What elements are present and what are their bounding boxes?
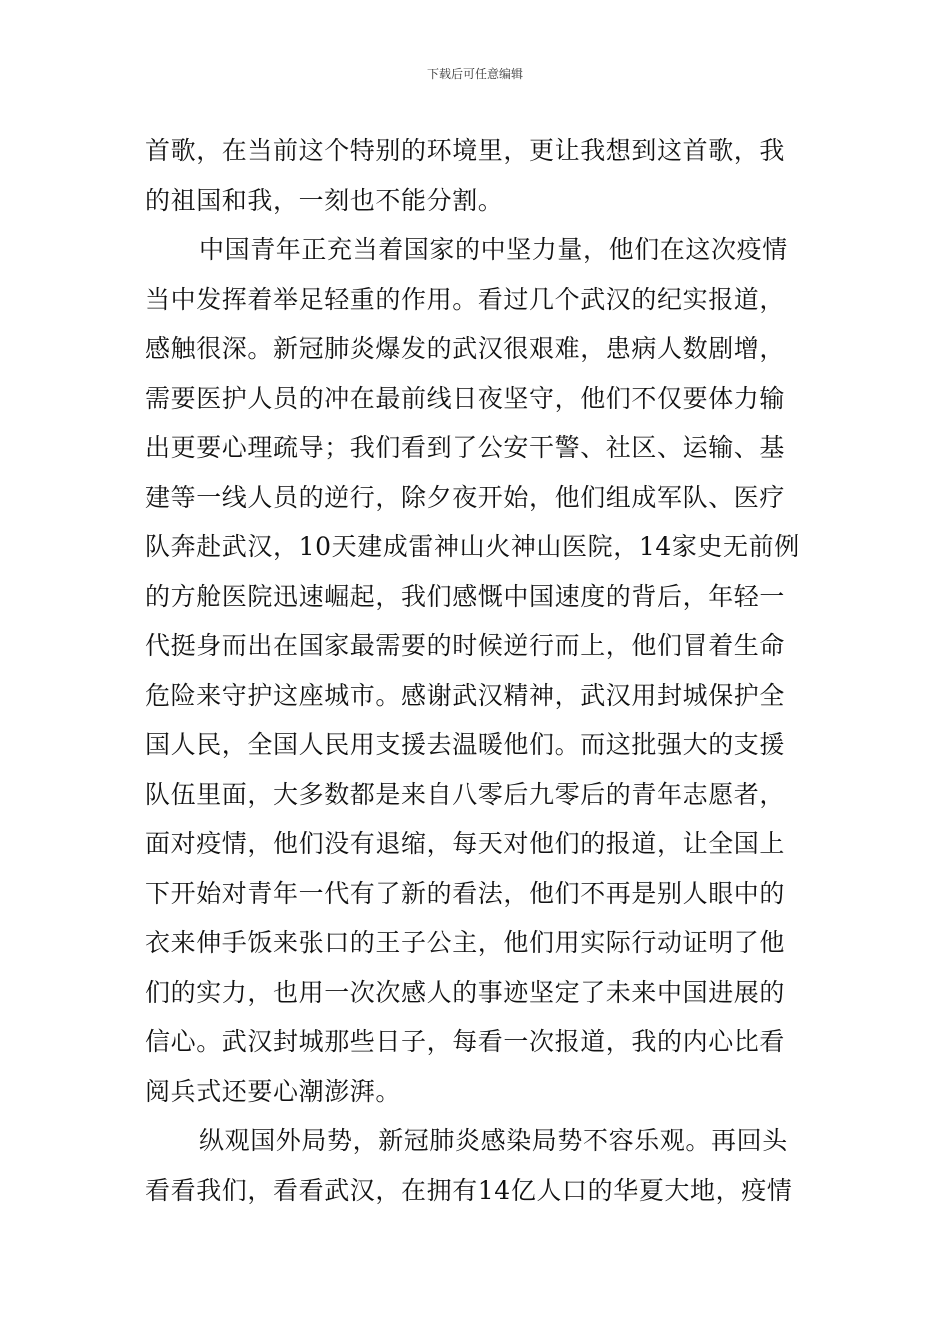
text-line: 需要医护人员的冲在最前线日夜坚守，他们不仅要体力输: [145, 383, 786, 413]
text-line: 面对疫情，他们没有退缩，每天对他们的报道，让全国上: [145, 829, 786, 858]
text-line: 们的实力，也用一次次感人的事迹坚定了未来中国进展的: [145, 977, 786, 1007]
text-line: 信心。武汉封城那些日子，每看一次报道，我的内心比看: [145, 1027, 786, 1056]
text-line: 当中发挥着举足轻重的作用。看过几个武汉的纪实报道，: [145, 284, 786, 314]
text-line: 队奔赴武汉，10天建成雷神山火神山医院，14家史无前例: [145, 532, 800, 561]
paragraph-first-line: 中国青年正充当着国家的中坚力量，他们在这次疫情: [199, 235, 788, 264]
paragraph-first-line: 纵观国外局势，新冠肺炎感染局势不容乐观。再回头: [199, 1126, 788, 1155]
text-line: 危险来守护这座城市。感谢武汉精神，武汉用封城保护全: [145, 680, 786, 710]
page-header: 下载后可任意编辑: [426, 67, 523, 81]
text-line: 的方舱医院迅速崛起，我们感慨中国速度的背后，年轻一: [145, 581, 786, 611]
text-line: 感触很深。新冠肺炎爆发的武汉很艰难，患病人数剧增，: [145, 334, 786, 363]
text-line: 首歌，在当前这个特别的环境里，更让我想到这首歌，我: [145, 136, 786, 165]
document-body: [145, 126, 809, 1215]
text-line: 下开始对青年一代有了新的看法，他们不再是别人眼中的: [145, 878, 786, 908]
text-line: 看看我们，看看武汉，在拥有14亿人口的华夏大地，疫情: [145, 1175, 793, 1205]
text-line: 出更要心理疏导；我们看到了公安干警、社区、运输、基: [145, 433, 786, 462]
text-line: 阅兵式还要心潮澎湃。: [145, 1076, 402, 1106]
text-line: 代挺身而出在国家最需要的时候逆行而上，他们冒着生命: [145, 631, 786, 660]
text-line: 建等一线人员的逆行，除夕夜开始，他们组成军队、医疗: [145, 482, 786, 512]
text-line: 国人民，全国人民用支援去温暖他们。而这批强大的支援: [145, 730, 786, 759]
text-line: 的祖国和我，一刻也不能分割。: [145, 185, 504, 215]
text-line: 队伍里面，大多数都是来自八零后九零后的青年志愿者，: [145, 779, 786, 809]
text-line: 衣来伸手饭来张口的王子公主，他们用实际行动证明了他: [145, 928, 786, 957]
